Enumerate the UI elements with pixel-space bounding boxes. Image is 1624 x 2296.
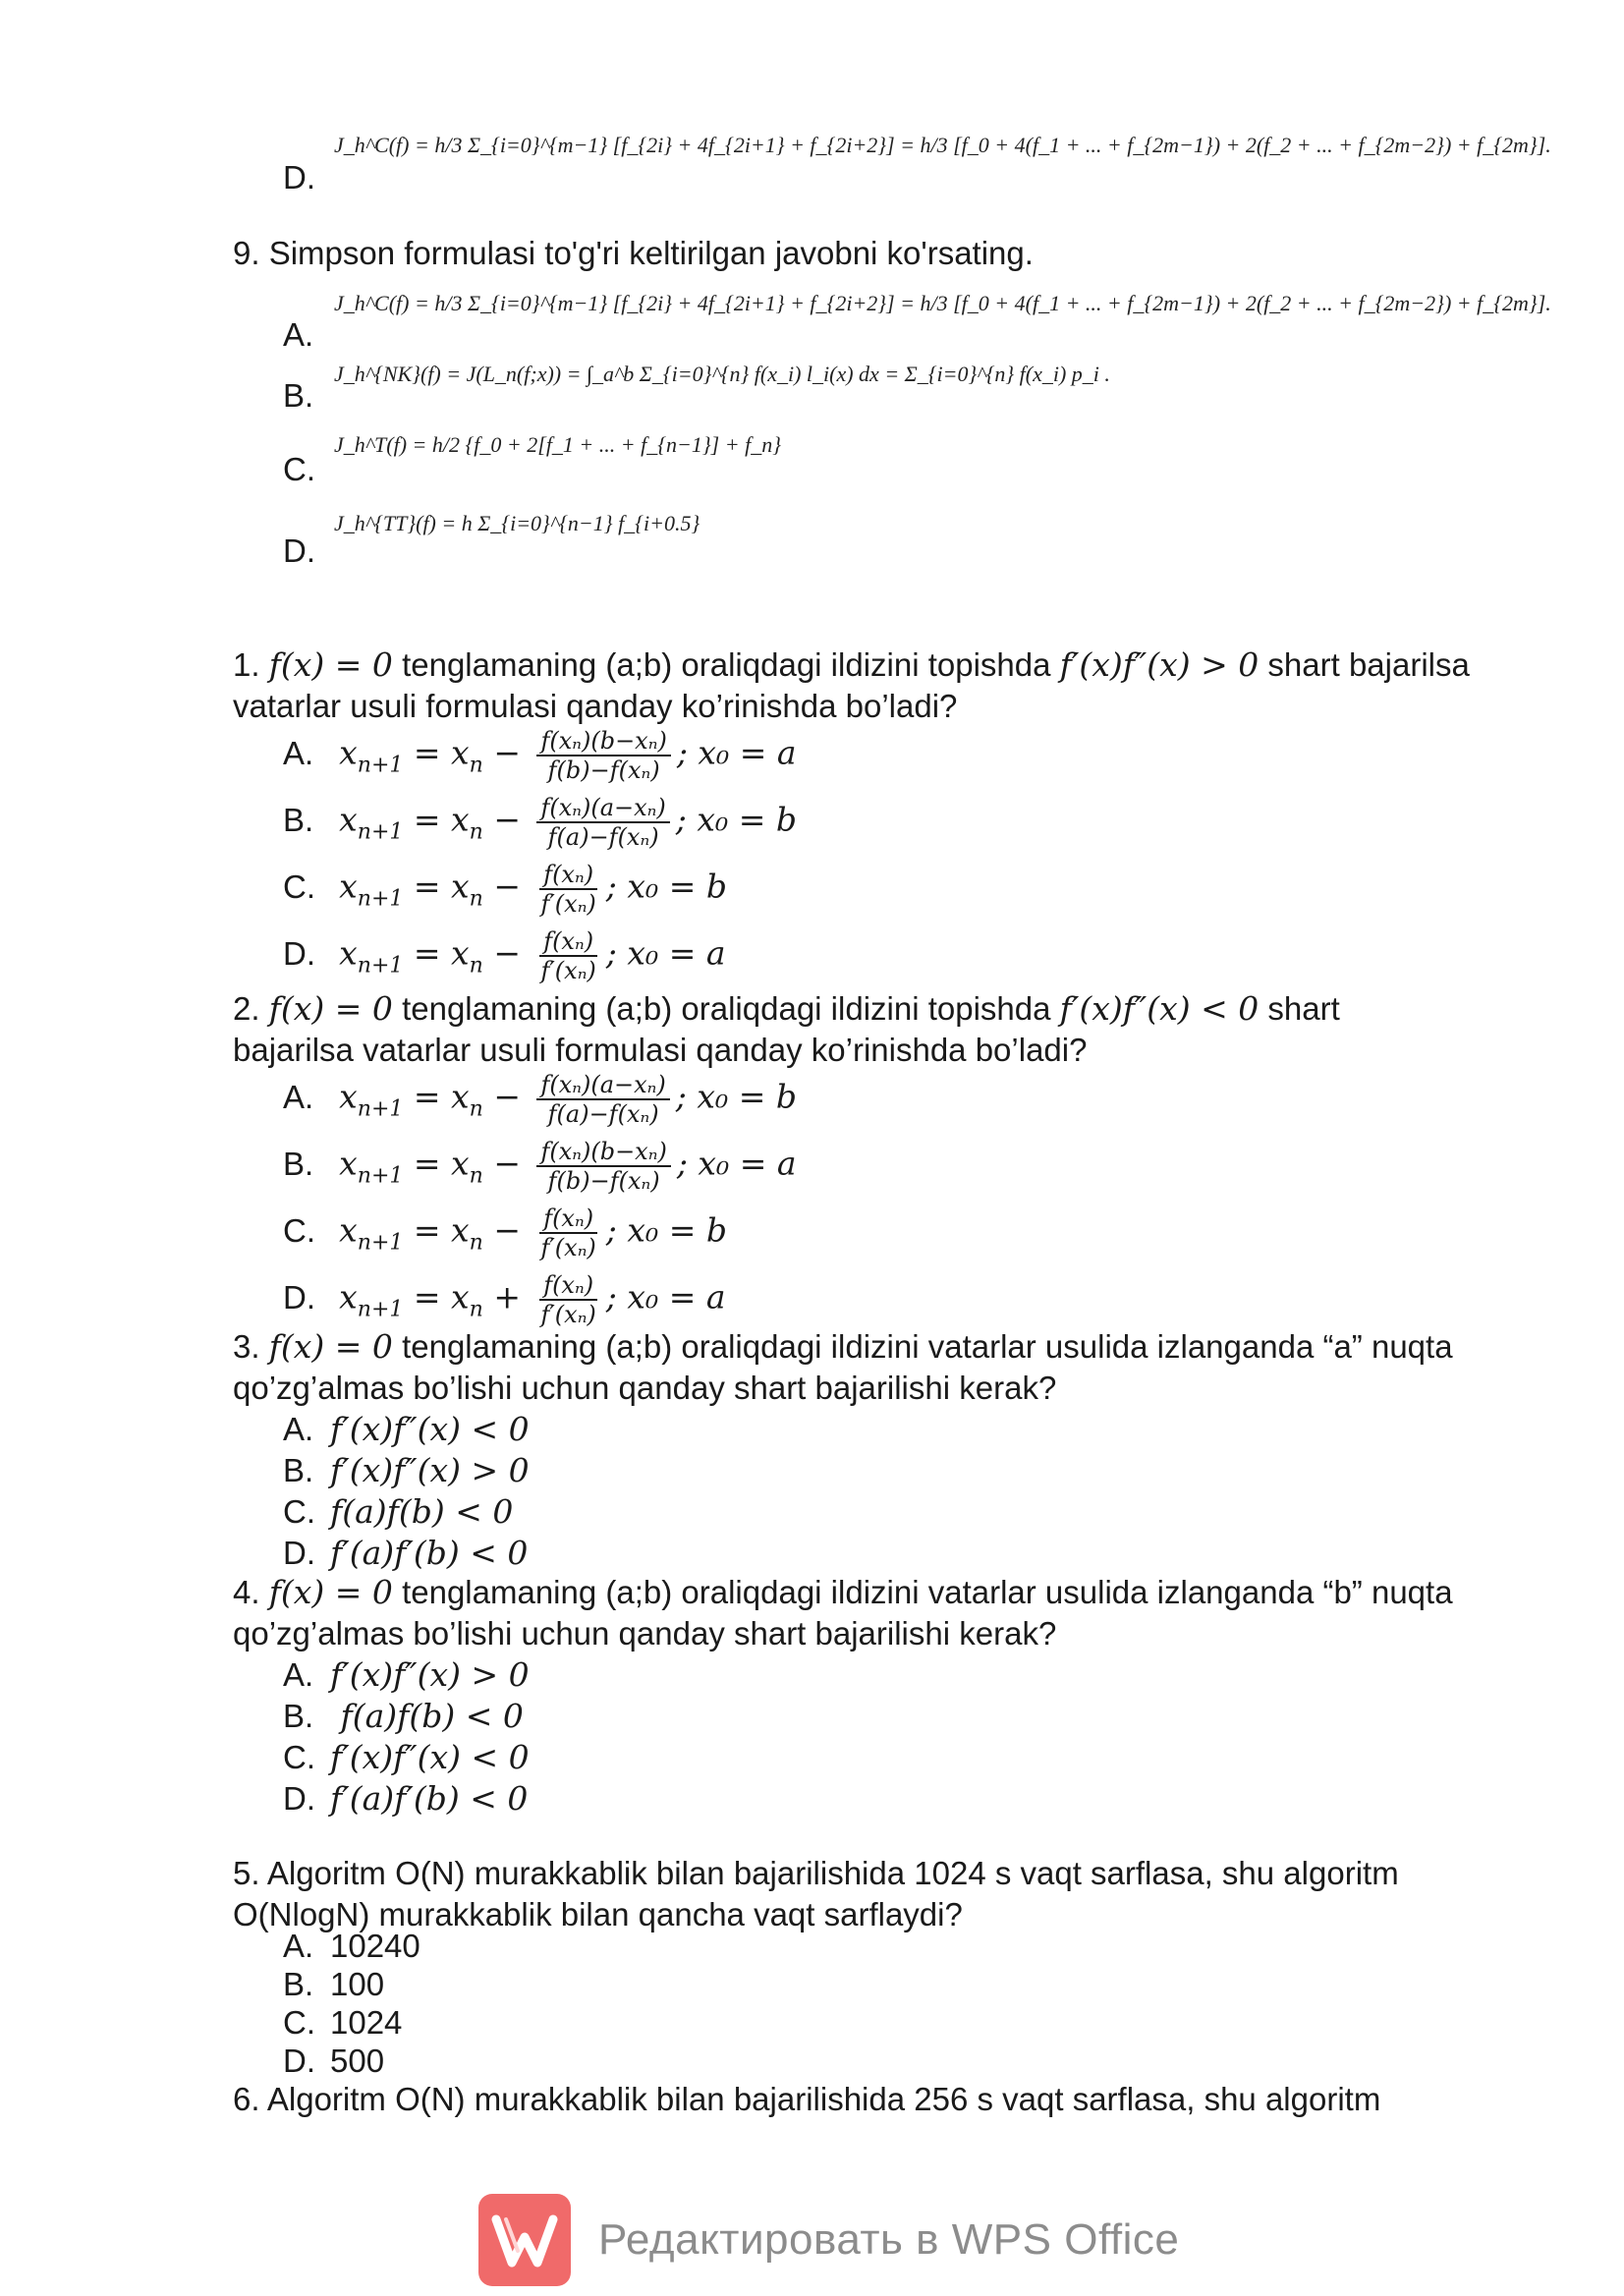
q-text: O(NlogN) murakkablik bilan qancha vaqt sarflaydi? <box>233 1896 963 1932</box>
numerator: f(xₙ)(b−xₙ) <box>536 1138 670 1167</box>
option-letter: A. <box>283 316 314 353</box>
q9-formula-d: J_h^{TT}(f) = h Σ_{i=0}^{n−1} f_{i+0.5} <box>334 511 700 535</box>
math-x: x <box>339 1144 358 1183</box>
option-letter: A. <box>283 1411 314 1447</box>
option-letter: B. <box>283 1452 314 1488</box>
math-text: = x <box>403 933 470 973</box>
fraction <box>536 727 670 784</box>
q5-option-a[interactable] <box>283 1926 420 1967</box>
option-math: f′(x)f″(x) > 0 <box>330 1451 530 1489</box>
q3-option-a[interactable] <box>283 1409 530 1450</box>
wps-edit-label: Редактировать в WPS Office <box>598 2215 1180 2264</box>
option-letter: D. <box>283 1278 315 1316</box>
q2-option-b[interactable] <box>283 1138 797 1198</box>
question-6-text: 6. Algoritm O(N) murakkablik bilan bajarilishida 256 s vaqt sarflasa, shu algoritm <box>233 2081 1381 2117</box>
option-letter: C. <box>283 451 315 487</box>
option-letter: B. <box>283 1966 314 2002</box>
q-text: tenglamaning (a;b) oraliqdagi ildizini vatarlar usulida izlanganda “b” nuqta <box>392 1574 1453 1610</box>
denominator: f(b)−f(xₙ) <box>547 756 660 784</box>
option-letter: B. <box>283 1145 314 1182</box>
q5-option-c[interactable] <box>283 2002 402 2044</box>
option-letter: D. <box>283 1780 315 1817</box>
q-text: bajarilsa vatarlar usuli formulasi qanday ko’rinishda bo’ladi? <box>233 1032 1088 1068</box>
simpson-formula-image: J_h^C(f) = h/3 Σ_{i=0}^{m−1} [f_{2i} + 4f_{2i+1} + f_{2i+2}] = h/3 [f_0 + 4(f_1 + ... + f_{2m−1}) + 2(f_2 + ... + f_{2m−2}) + f_{2m}]. <box>334 133 1551 157</box>
condition: f′(x)f″(x) > 0 <box>1059 645 1260 684</box>
option-letter: D. <box>283 1535 315 1571</box>
math-sub: n+1 <box>357 1297 404 1322</box>
math-op: + <box>482 1277 532 1316</box>
q9-option-d[interactable] <box>283 531 330 572</box>
q3-option-b[interactable] <box>283 1450 530 1491</box>
math-sub: n+1 <box>357 1163 404 1189</box>
option-letter: C. <box>283 868 315 905</box>
math-text: ; x₀ = a <box>676 1144 797 1183</box>
math-sub: n <box>469 1230 483 1256</box>
q-number: 2. <box>233 990 269 1027</box>
q3-option-d[interactable] <box>283 1533 528 1574</box>
fraction <box>536 1271 599 1328</box>
q-text: tenglamaning (a;b) oraliqdagi ildizini topishda <box>392 990 1060 1027</box>
option-letter: A. <box>283 734 314 771</box>
math-op: − <box>482 867 532 906</box>
math-sub: n+1 <box>357 819 404 845</box>
q5-option-b[interactable] <box>283 1964 384 2005</box>
q4-option-a[interactable] <box>283 1654 530 1696</box>
math-text: ; x₀ = b <box>605 867 727 906</box>
equation: f(x) = 0 <box>268 989 393 1028</box>
fraction <box>536 794 669 851</box>
wps-logo-icon <box>478 2194 571 2286</box>
option-letter: C. <box>283 1493 315 1530</box>
math-text: = x <box>403 867 470 906</box>
q-text: shart bajarilsa <box>1259 646 1470 683</box>
math-sub: n <box>469 753 483 778</box>
fraction <box>536 1204 599 1261</box>
math-op: − <box>482 1077 532 1116</box>
math-op: − <box>482 933 532 973</box>
denominator: f′(xₙ) <box>540 1301 596 1328</box>
option-letter: A. <box>283 1078 314 1115</box>
q9-option-c[interactable] <box>283 449 330 490</box>
math-sub: n <box>469 1163 483 1189</box>
q9-option-a[interactable] <box>283 314 330 356</box>
math-x: x <box>339 800 358 839</box>
math-op: − <box>482 733 532 772</box>
option-math: f(a)f(b) < 0 <box>330 1697 524 1735</box>
math-x: x <box>339 733 358 772</box>
option-math: f(a)f(b) < 0 <box>330 1492 514 1531</box>
math-text: ; x₀ = b <box>675 800 797 839</box>
fraction <box>536 861 599 918</box>
equation: f(x) = 0 <box>268 645 393 684</box>
equation: f(x) = 0 <box>268 1573 393 1611</box>
option-text: 500 <box>330 2043 385 2079</box>
q4-option-b[interactable] <box>283 1696 524 1737</box>
math-x: x <box>339 933 358 973</box>
prev-question-option-d[interactable] <box>283 157 330 198</box>
option-letter: C. <box>283 2004 315 2041</box>
numerator: f(xₙ) <box>539 861 597 890</box>
denominator: f(b)−f(xₙ) <box>547 1167 660 1195</box>
math-text: ; x₀ = b <box>675 1077 797 1116</box>
equation: f(x) = 0 <box>268 1327 393 1366</box>
q-number: 3. <box>233 1328 269 1365</box>
option-letter: D. <box>283 2043 315 2079</box>
math-sub: n+1 <box>357 753 404 778</box>
option-letter: A. <box>283 1656 314 1693</box>
option-text: 10240 <box>330 1928 420 1964</box>
option-letter: B. <box>283 377 314 414</box>
option-math: f′(x)f″(x) < 0 <box>330 1738 530 1776</box>
question-3-text <box>233 1326 1549 1409</box>
wps-edit-banner[interactable] <box>478 2193 1179 2287</box>
q-text: qo’zg’almas bo’lishi uchun qanday shart bajarilishi kerak? <box>233 1370 1057 1406</box>
math-sub: n+1 <box>357 886 404 912</box>
q2-option-d[interactable] <box>283 1271 726 1331</box>
math-sub: n <box>469 886 483 912</box>
numerator: f(xₙ) <box>539 1271 597 1301</box>
q9-formula-c: J_h^T(f) = h/2 {f_0 + 2[f_1 + ... + f_{n−1}] + f_n} <box>334 432 781 457</box>
condition: f′(x)f″(x) < 0 <box>1059 989 1260 1028</box>
q1-option-b[interactable] <box>283 794 797 854</box>
q-number: 4. <box>233 1574 269 1610</box>
option-text: 1024 <box>330 2004 403 2041</box>
math-sub: n <box>469 819 483 845</box>
q4-option-c[interactable] <box>283 1737 530 1778</box>
q-text: shart <box>1259 990 1340 1027</box>
denominator: f′(xₙ) <box>540 890 596 918</box>
question-2-text <box>233 988 1549 1071</box>
option-letter: A. <box>283 1928 314 1964</box>
math-x: x <box>339 867 358 906</box>
fraction <box>536 1138 670 1195</box>
q1-option-c[interactable] <box>283 861 727 921</box>
option-math: f′(x)f″(x) > 0 <box>330 1655 530 1694</box>
math-text: = x <box>403 800 470 839</box>
math-text: ; x₀ = a <box>605 933 726 973</box>
q9-formula-a: J_h^C(f) = h/3 Σ_{i=0}^{m−1} [f_{2i} + 4f_{2i+1} + f_{2i+2}] = h/3 [f_0 + 4(f_1 + ... + f_{2m−1}) + 2(f_2 + ... + f_{2m−2}) + f_{2m}]. <box>334 291 1551 315</box>
q9-option-b[interactable] <box>283 375 330 417</box>
fraction <box>536 1071 669 1128</box>
math-text: = x <box>403 1144 470 1183</box>
math-x: x <box>339 1277 358 1316</box>
q-text: tenglamaning (a;b) oraliqdagi ildizini topishda <box>392 646 1060 683</box>
math-sub: n <box>469 1096 483 1122</box>
math-sub: n+1 <box>357 1230 404 1256</box>
option-text: 100 <box>330 1966 385 2002</box>
q2-option-a[interactable] <box>283 1071 797 1131</box>
option-letter: C. <box>283 1211 315 1249</box>
denominator: f′(xₙ) <box>540 957 596 984</box>
q-text: vatarlar usuli formulasi qanday ko’rinishda bo’ladi? <box>233 688 958 724</box>
math-text: ; x₀ = b <box>605 1210 727 1250</box>
numerator: f(xₙ)(b−xₙ) <box>536 727 670 756</box>
math-text: ; x₀ = a <box>676 733 797 772</box>
option-letter: B. <box>283 1698 314 1734</box>
math-sub: n <box>469 953 483 979</box>
q3-option-c[interactable] <box>283 1491 513 1533</box>
numerator: f(xₙ) <box>539 1204 597 1234</box>
math-text: = x <box>403 733 470 772</box>
q2-option-c[interactable] <box>283 1204 727 1264</box>
q-text: tenglamaning (a;b) oraliqdagi ildizini vatarlar usulida izlanganda “a” nuqta <box>392 1328 1453 1365</box>
numerator: f(xₙ) <box>539 927 597 957</box>
q9-formula-b: J_h^{NK}(f) = J(L_n(f;x)) = ∫_a^b Σ_{i=0}^{n} f(x_i) l_i(x) dx = Σ_{i=0}^{n} f(x_i) p_i . <box>334 362 1110 386</box>
q-text: 5. Algoritm O(N) murakkablik bilan bajarilishida 1024 s vaqt sarflasa, shu algoritm <box>233 1855 1399 1891</box>
option-math: f′(a)f′(b) < 0 <box>330 1779 529 1818</box>
option-letter: D. <box>283 934 315 972</box>
denominator: f(a)−f(xₙ) <box>547 823 659 851</box>
math-sub: n <box>469 1297 483 1322</box>
q-number: 1. <box>233 646 269 683</box>
math-text: ; x₀ = a <box>605 1277 726 1316</box>
q1-option-d[interactable] <box>283 927 726 987</box>
q1-option-a[interactable] <box>283 727 797 787</box>
numerator: f(xₙ)(a−xₙ) <box>536 794 669 823</box>
question-5-text <box>233 1853 1549 1935</box>
math-x: x <box>339 1077 358 1116</box>
option-letter: C. <box>283 1739 315 1775</box>
math-text: = x <box>403 1277 470 1316</box>
math-x: x <box>339 1210 358 1250</box>
fraction <box>536 927 599 984</box>
q5-option-d[interactable] <box>283 2041 384 2082</box>
math-op: − <box>482 1210 532 1250</box>
math-op: − <box>482 1144 532 1183</box>
math-text: = x <box>403 1077 470 1116</box>
question-4-text <box>233 1572 1549 1654</box>
question-9-text: 9. Simpson formulasi to'g'ri keltirilgan javobni ko'rsating. <box>233 235 1034 271</box>
math-sub: n+1 <box>357 1096 404 1122</box>
q4-option-d[interactable] <box>283 1778 528 1820</box>
option-math: f′(a)f′(b) < 0 <box>330 1534 529 1572</box>
option-letter: D. <box>283 532 315 569</box>
numerator: f(xₙ)(a−xₙ) <box>536 1071 669 1100</box>
denominator: f′(xₙ) <box>540 1234 596 1261</box>
option-letter: D. <box>283 159 315 196</box>
denominator: f(a)−f(xₙ) <box>547 1100 659 1128</box>
question-1-text <box>233 644 1549 727</box>
math-op: − <box>482 800 532 839</box>
math-sub: n+1 <box>357 953 404 979</box>
option-letter: B. <box>283 801 314 838</box>
option-math: f′(x)f″(x) < 0 <box>330 1410 530 1448</box>
math-text: = x <box>403 1210 470 1250</box>
q-text: qo’zg’almas bo’lishi uchun qanday shart bajarilishi kerak? <box>233 1615 1057 1652</box>
